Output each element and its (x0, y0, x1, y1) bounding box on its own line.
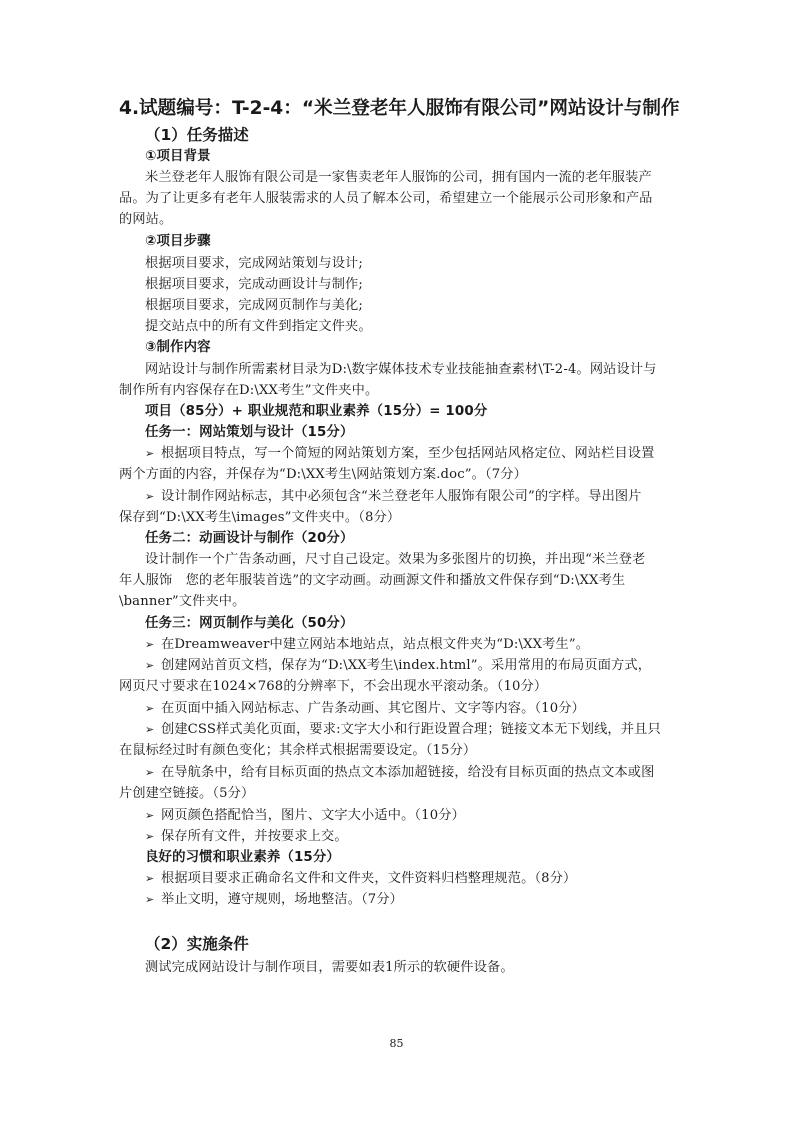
bullet-arrow-icon: ➢ (145, 702, 155, 715)
task3-heading: 任务三：网页制作与美化（50分） (145, 616, 354, 631)
background-line-1: 米兰登老年人服饰有限公司是一家售卖老年人服饰的公司，拥有国内一流的老年服装产 (145, 170, 652, 185)
background-heading: ①项目背景 (145, 149, 211, 164)
task3-bullet-3: ➢ 在页面中插入网站标志、广告条动画、其它图片、文字等内容。（10分） (145, 699, 715, 719)
step-item-4: 提交站点中的所有文件到指定文件夹。 (145, 319, 372, 334)
page-number: 85 (389, 1037, 404, 1050)
content-line-1: 网站设计与制作所需素材目录为D:\数字媒体技术专业技能抽查素材\T-2-4。网站设计与 (145, 362, 657, 377)
bullet-arrow-icon: ➢ (145, 659, 155, 672)
task1-bullet-2: ➢ 设计制作网站标志，其中必须包含“米兰登老年人服饰有限公司”的字样。导出图片 (145, 487, 715, 507)
question-title: 4.试题编号：T-2-4：“米兰登老年人服饰有限公司”网站设计与制作 (119, 98, 680, 119)
task3-bullet-6: ➢ 网页颜色搭配恰当，图片、文字大小适中。（10分） (145, 806, 715, 826)
section-task-description: （1）任务描述 (145, 126, 249, 144)
steps-heading: ②项目步骤 (145, 234, 211, 249)
task3-bullet-2: ➢ 创建网站首页文档，保存为“D:\XX考生\index.html”。采用常用的布局页面方式， (145, 656, 715, 676)
bullet-arrow-icon: ➢ (145, 490, 155, 503)
task3-bullet-2-cont: 网页尺寸要求在1024×768的分辨率下，不会出现水平滚动条。（10分） (119, 679, 548, 694)
habits-bullet-1: ➢ 根据项目要求正确命名文件和文件夹，文件资料归档整理规范。（8分） (145, 869, 715, 889)
task1-heading: 任务一：网站策划与设计（15分） (145, 425, 354, 440)
background-line-3: 的网站。 (119, 212, 173, 227)
bullet-arrow-icon: ➢ (145, 893, 155, 906)
conditions-line-1: 测试完成网站设计与制作项目，需要如表1所示的软硬件设备。 (145, 960, 514, 975)
bullet-arrow-icon: ➢ (145, 638, 155, 651)
bullet-arrow-icon: ➢ (145, 872, 155, 885)
task3-bullet-4: ➢ 创建CSS样式美化页面，要求:文字大小和行距设置合理；链接文本无下划线，并且只 (145, 720, 715, 740)
bullet-arrow-icon: ➢ (145, 809, 155, 822)
habits-heading: 良好的习惯和职业素养（15分） (145, 850, 340, 865)
bullet-arrow-icon: ➢ (145, 766, 155, 779)
bullet-arrow-icon: ➢ (145, 447, 155, 460)
bullet-arrow-icon: ➢ (145, 830, 155, 843)
task1-bullet-2-cont: 保存到“D:\XX考生\images”文件夹中。（8分） (119, 510, 401, 525)
task3-bullet-1: ➢ 在Dreamweaver中建立网站本地站点，站点根文件夹为“D:\XX考生”。 (145, 635, 715, 655)
step-item-1: 根据项目要求，完成网站策划与设计; (145, 256, 363, 271)
task2-heading: 任务二：动画设计与制作（20分） (145, 531, 354, 546)
task1-bullet-1-cont: 两个方面的内容，并保存为“D:\XX考生\网站策划方案.doc”。（7分） (119, 467, 527, 482)
task2-line-3: \banner”文件夹中。 (119, 594, 246, 609)
task2-line-2: 年人服饰 您的老年服装首选”的文字动画。动画源文件和播放文件保存到“D:\XX考生 (119, 573, 626, 588)
task2-line-1: 设计制作一个广告条动画，尺寸自己设定。效果为多张图片的切换，并出现“米兰登老 (145, 552, 646, 567)
background-line-2: 品。为了让更多有老年人服装需求的人员了解本公司，希望建立一个能展示公司形象和产品 (119, 191, 653, 206)
step-item-2: 根据项目要求，完成动画设计与制作; (145, 277, 363, 292)
content-line-2: 制作所有内容保存在D:\XX考生”文件夹中。 (119, 383, 379, 398)
section-conditions: （2）实施条件 (145, 935, 249, 953)
task3-bullet-5-cont: 片创建空链接。（5分） (119, 786, 255, 801)
task3-bullet-7: ➢ 保存所有文件，并按要求上交。 (145, 827, 715, 847)
step-item-3: 根据项目要求，完成网页制作与美化; (145, 298, 363, 313)
score-summary: 项目（85分）+ 职业规范和职业素养（15分）= 100分 (145, 404, 488, 419)
task3-bullet-5: ➢ 在导航条中，给有目标页面的热点文本添加超链接，给没有目标页面的热点文本或图 (145, 763, 715, 783)
bullet-arrow-icon: ➢ (145, 723, 155, 736)
task1-bullet-1: ➢ 根据项目特点，写一个简短的网站策划方案，至少包括网站风格定位、网站栏目设置 (145, 444, 715, 464)
habits-bullet-2: ➢ 举止文明，遵守规则，场地整洁。（7分） (145, 890, 715, 910)
task3-bullet-4-cont: 在鼠标经过时有颜色变化；其余样式根据需要设定。（15分） (119, 743, 477, 758)
content-heading: ③制作内容 (145, 340, 211, 355)
